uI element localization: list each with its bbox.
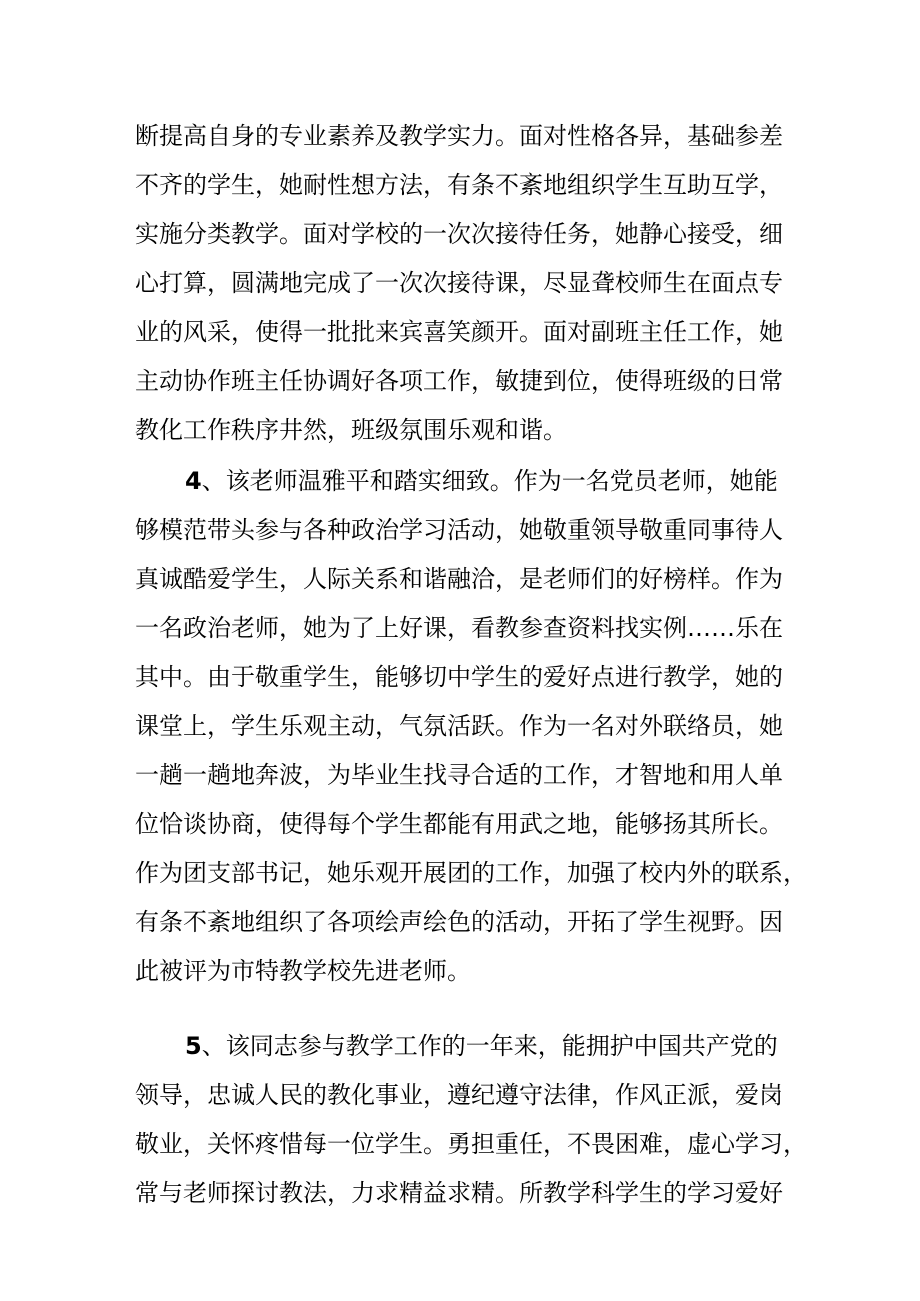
text-line: 够模范带头参与各种政治学习活动，她敬重领导敬重同事待人 (135, 516, 783, 544)
paragraph-5 (135, 1022, 807, 1218)
text-line: 常与老师探讨教法，力求精益求精。所教学科学生的学习爱好 (135, 1179, 783, 1207)
text-line: 作为团支部书记，她乐观开展团的工作，加强了校内外的联系， (135, 859, 807, 887)
text-line: 业的风采，使得一批批来宾喜笑颜开。面对副班主任工作，她 (135, 318, 783, 346)
paragraph-first-line (135, 1022, 795, 1071)
paragraph-4 (135, 457, 807, 996)
paragraph-first-line (135, 457, 795, 506)
text-line: 领导，忠诚人民的教化事业，遵纪遵守法律，作风正派，爱岗 (135, 1081, 783, 1109)
paragraph-number: 5 (185, 1032, 202, 1060)
text-line: 不齐的学生，她耐性想方法，有条不紊地组织学生互助互学， (135, 171, 783, 199)
text-line: 真诚酷爱学生，人际关系和谐融洽，是老师们的好榜样。作为 (135, 565, 783, 593)
text-line: 有条不紊地组织了各项绘声绘色的活动，开拓了学生视野。因 (135, 908, 783, 936)
text-line: 主动协作班主任协调好各项工作，敏捷到位，使得班级的日常 (135, 367, 783, 395)
text-fragment: 、该老师温雅平和踏实细致。作为一名党员老师，她能 (201, 467, 778, 495)
text-line: 断提高自身的专业素养及教学实力。面对性格各异，基础参差 (135, 122, 783, 150)
text-line: 一名政治老师，她为了上好课，看教参查资料找实例……乐在 (135, 614, 783, 642)
text-fragment: 、该同志参与教学工作的一年来，能拥护中国共产党的 (201, 1032, 778, 1060)
text-line: 教化工作秩序井然，班级氛围乐观和谐。 (135, 416, 567, 444)
text-line: 一趟一趟地奔波，为毕业生找寻合适的工作，才智地和用人单 (135, 761, 783, 789)
text-line: 敬业，关怀疼惜每一位学生。勇担重任，不畏困难，虚心学习， (135, 1130, 807, 1158)
paragraph-number: 4 (185, 467, 202, 495)
text-line: 此被评为市特教学校先进老师。 (135, 957, 471, 985)
text-line: 心打算，圆满地完成了一次次接待课，尽显聋校师生在面点专 (135, 269, 783, 297)
text-line: 课堂上，学生乐观主动，气氛活跃。作为一名对外联络员，她 (135, 712, 783, 740)
text-line: 其中。由于敬重学生，能够切中学生的爱好点进行教学，她的 (135, 663, 783, 691)
text-line: 实施分类教学。面对学校的一次次接待任务，她静心接受，细 (135, 220, 783, 248)
paragraph-continued (135, 112, 795, 455)
text-line: 位恰谈协商，使得每个学生都能有用武之地，能够扬其所长。 (135, 810, 783, 838)
